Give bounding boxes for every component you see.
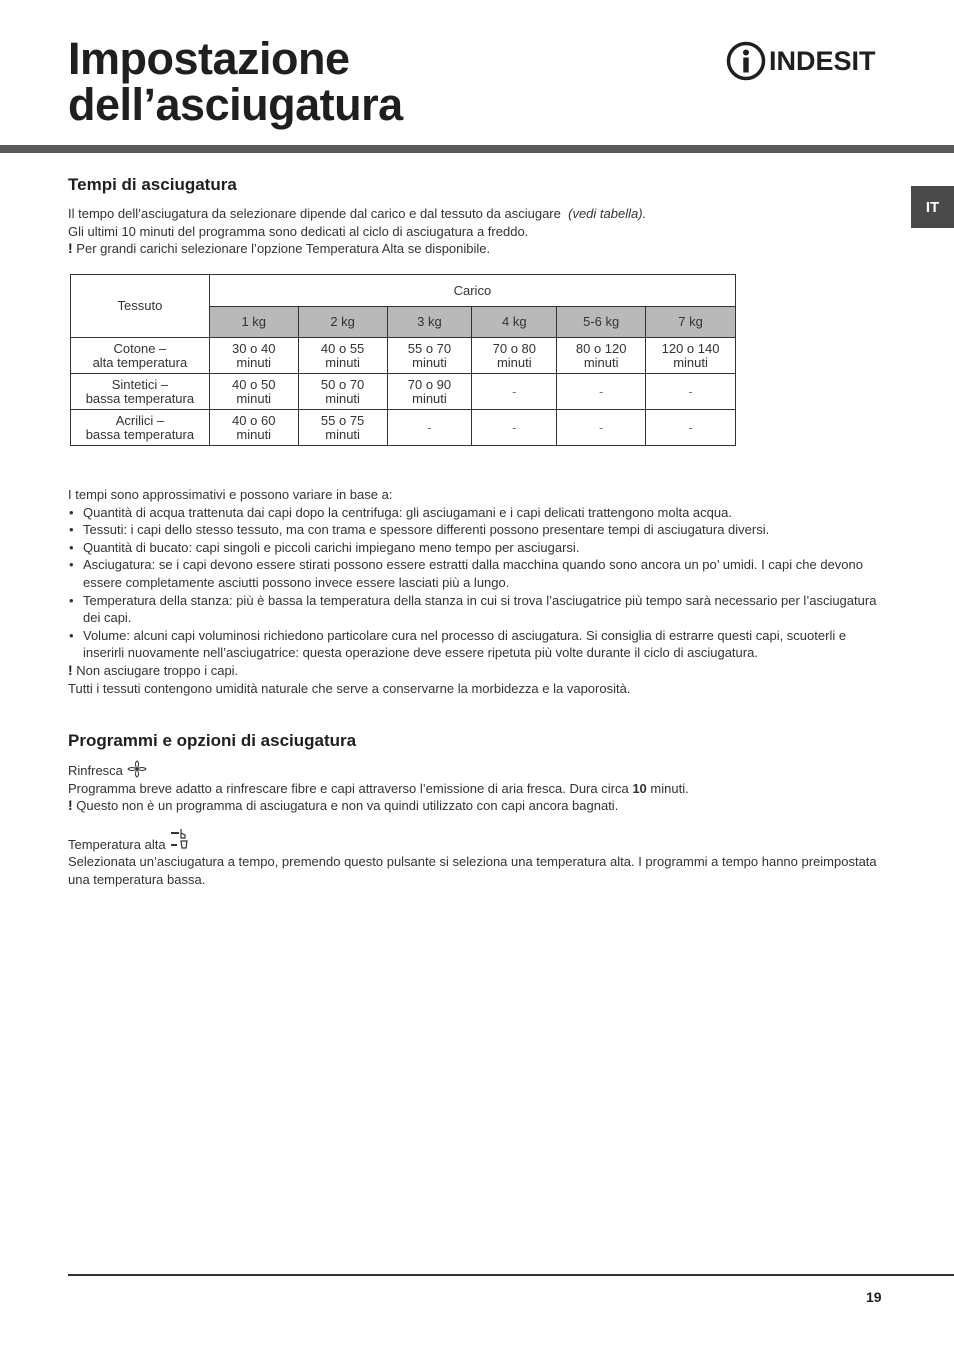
table-row [71, 374, 736, 410]
language-tab: IT [911, 186, 954, 228]
time-cell: 40 o 55 minuti [298, 338, 387, 374]
fan-icon [127, 760, 147, 778]
time-cell: - [557, 410, 646, 446]
list-item: • Quantità di acqua trattenuta dai capi dopo la centrifuga: gli asciugamani e i capi delicati trattengono molta acqua. [68, 504, 883, 522]
list-item: • Volume: alcuni capi voluminosi richiedono particolare cura nel processo di asciugatura. Si consiglia di estrarre questi capi, scuoterli e inserirli nuovamente nell’asciugatrice: questa operazione deve essere ripetuta più volte durante il ciclo di asciugatura. [68, 627, 883, 662]
list-item: • Asciugatura: se i capi devono essere stirati possono essere estratti dalla macchina quando sono ancora un po’ umidi. I capi che devono essere completamente asciutti possono invece essere lasciati più a lungo. [68, 556, 883, 591]
drying-times-table [70, 274, 736, 446]
warning-mark: ! [68, 661, 73, 678]
time-cell: 55 o 70 minuti [387, 338, 472, 374]
intro-line-2: Gli ultimi 10 minuti del programma sono dedicati al ciclo di asciugatura a freddo. [68, 223, 529, 239]
time-cell: - [557, 374, 646, 410]
warning-mark: ! [68, 240, 73, 257]
rinfresca-label: Rinfresca [68, 763, 123, 778]
notes-closing: Tutti i tessuti contengono umidità naturale che serve a conservarne la morbidezza e la vaporosità. [68, 680, 631, 696]
header-tessuto: Tessuto [71, 275, 210, 338]
notes-lead: I tempi sono approssimativi e possono variare in base a: [68, 487, 393, 502]
temperature-description: Selezionata un’asciugatura a tempo, premendo questo pulsante si seleziona una temperatura alta. I programmi a tempo hanno preimpostata una temperatura bassa. [68, 854, 877, 887]
rinfresca-minutes: 10 [632, 780, 647, 796]
section-heading-drying-times: Tempi di asciugatura [68, 175, 237, 194]
time-cell: 40 o 60 minuti [209, 410, 298, 446]
time-cell: 40 o 50 minuti [209, 374, 298, 410]
rinfresca-heading [68, 760, 888, 780]
header-load: 3 kg [387, 307, 472, 338]
indesit-logo-icon [726, 41, 766, 81]
factors-list [68, 504, 883, 662]
temperature-label: Temperatura alta [68, 836, 166, 852]
header-load: 5-6 kg [557, 307, 646, 338]
temperature-heading [68, 827, 888, 854]
rinfresca-text: Programma breve adatto a rinfrescare fibre e capi attraverso l’emissione di aria fresca. Dura circa [68, 780, 629, 796]
header-load: 1 kg [209, 307, 298, 338]
table-row [71, 410, 736, 446]
time-cell: - [472, 410, 557, 446]
time-cell: 70 o 90 minuti [387, 374, 472, 410]
table-row [71, 338, 736, 374]
page-title: Impostazione dell’asciugatura [68, 33, 403, 130]
header-load: 4 kg [472, 307, 557, 338]
time-cell: - [472, 374, 557, 410]
fabric-cell: Acrilici – bassa temperatura [71, 410, 210, 446]
footer-rule [68, 1274, 954, 1276]
intro-line-3 [68, 240, 888, 258]
programs-block [68, 760, 888, 889]
page-number: 19 [866, 1289, 882, 1305]
warning-mark: ! [68, 797, 73, 814]
fabric-cell: Sintetici – bassa temperatura [71, 374, 210, 410]
time-cell: - [387, 410, 472, 446]
brand-name: INDESIT [769, 45, 876, 76]
fabric-cell: Cotone – alta temperatura [71, 338, 210, 374]
header-load: 2 kg [298, 307, 387, 338]
time-cell: 30 o 40 minuti [209, 338, 298, 374]
section-heading-programs: Programmi e opzioni di asciugatura [68, 731, 357, 750]
rinfresca-warning [68, 797, 888, 815]
time-cell: 55 o 75 minuti [298, 410, 387, 446]
intro-line-1 [68, 205, 888, 223]
intro-text-3: Per grandi carichi selezionare l’opzione Temperatura Alta se disponibile. [76, 241, 491, 257]
time-cell: - [646, 374, 736, 410]
time-cell: 50 o 70 minuti [298, 374, 387, 410]
header-load: 7 kg [646, 307, 736, 338]
high-temperature-icon [169, 827, 193, 851]
time-cell: 70 o 80 minuti [472, 338, 557, 374]
brand-logo [726, 40, 876, 82]
rinfresca-description [68, 780, 888, 798]
header-carico: Carico [209, 275, 735, 307]
list-item: • Quantità di bucato: capi singoli e piccoli carichi impiegano meno tempo per asciugarsi. [68, 539, 883, 557]
warning-text: Non asciugare troppo i capi. [76, 662, 239, 678]
table-reference: (vedi tabella). [568, 206, 647, 221]
drying-times-intro [68, 205, 888, 258]
list-item: • Temperatura della stanza: più è bassa la temperatura della stanza in cui si trova l’asciugatrice più tempo sarà necessario per l’asciugatura dei capi. [68, 592, 883, 627]
header-rule [0, 145, 954, 153]
notes-warning [68, 662, 883, 680]
notes-block [68, 486, 883, 697]
intro-text-1: Il tempo dell’asciugatura da selezionare dipende dal carico e dal tessuto da asciugare [68, 206, 561, 221]
time-cell: - [646, 410, 736, 446]
rinfresca-text-end: minuti. [650, 780, 689, 796]
time-cell: 80 o 120 minuti [557, 338, 646, 374]
list-item: • Tessuti: i capi dello stesso tessuto, ma con trama e spessore differenti possono presentare tempi di asciugatura diversi. [68, 521, 883, 539]
rinfresca-warning-text: Questo non è un programma di asciugatura e non va quindi utilizzato con capi ancora bagnati. [76, 798, 619, 814]
time-cell: 120 o 140 minuti [646, 338, 736, 374]
